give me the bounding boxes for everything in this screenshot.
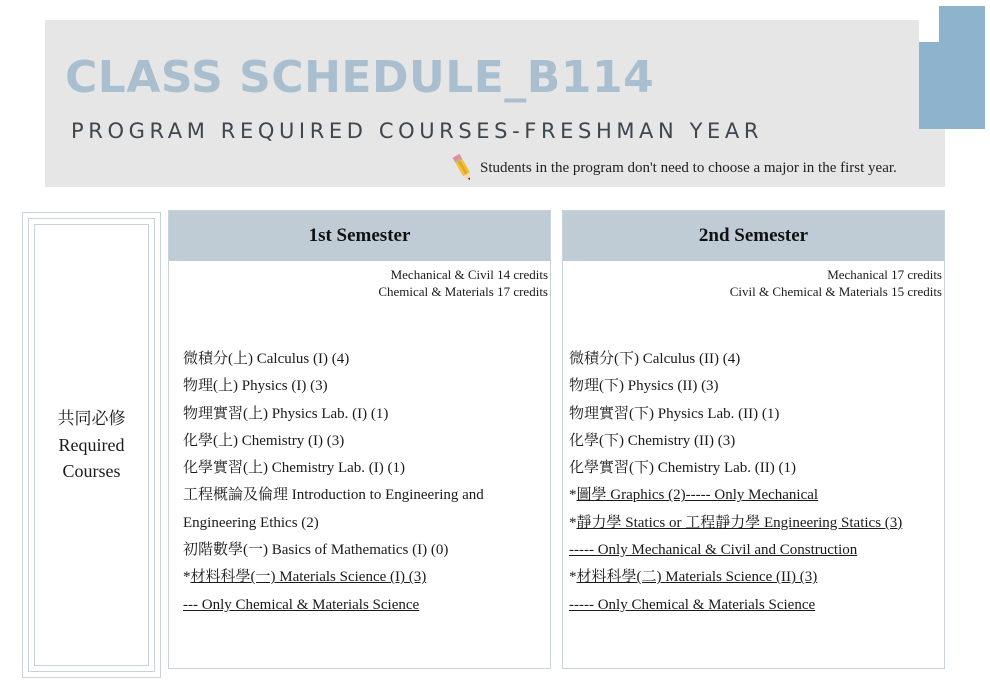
course-line: 化學實習(下) Chemistry Lab. (II) (1) [569,460,797,477]
special-marker: * [569,569,577,586]
credit-line: Mechanical 17 credits [827,267,942,282]
page-subtitle: PROGRAM REQUIRED COURSES-FRESHMAN YEAR [71,119,764,143]
special-course-line [569,592,944,619]
special-course: ----- Only Mechanical & Civil and Construction [569,542,858,559]
course-line: Engineering Ethics (2) [183,514,319,531]
category-label [34,224,149,666]
elective-course-line [183,564,550,591]
course-line: 物理實習(上) Physics Lab. (I) (1) [183,405,389,422]
semester-2-panel [562,210,945,669]
course-line: 化學(上) Chemistry (I) (3) [183,432,345,449]
course-line: 微積分(上) Calculus (I) (4) [183,351,350,367]
course-line: 微積分(下) Calculus (II) (4) [569,351,741,367]
semester-1-courses [183,346,550,619]
special-marker: * [569,514,577,531]
special-course-line [569,510,944,537]
course-line: 工程概論及倫理 Introduction to Engineering and [183,487,484,504]
credit-line: Mechanical & Civil 14 credits [390,267,548,282]
page-title: CLASS SCHEDULE_B114 [65,52,655,103]
credit-line: Civil & Chemical & Materials 15 credits [729,284,942,299]
semester-1-title: 1st Semester [169,211,550,261]
semester-2-credits [563,261,944,300]
special-course-line [569,482,944,509]
course-line: 初階數學(一) Basics of Mathematics (I) (0) [183,542,449,559]
course-line: 化學實習(上) Chemistry Lab. (I) (1) [183,460,406,477]
category-label-zh: 共同必修 [57,409,126,429]
special-course: ----- Only Chemical & Materials Science [569,596,816,613]
note-text: Students in the program don't need to choose a major in the first year. [480,159,897,176]
semester-2-courses [569,346,944,619]
elective-marker: * [183,569,191,586]
semester-1-credits [169,261,550,300]
elective-note: --- Only Chemical & Materials Science [183,596,420,613]
course-line: 物理實習(下) Physics Lab. (II) (1) [569,405,780,422]
special-course: 靜力學 Statics or 工程靜力學 Engineering Statics (3) [576,514,903,531]
credit-line: Chemical & Materials 17 credits [378,284,548,299]
elective-course: 材料科學(一) Materials Science (I) (3) [190,569,427,586]
special-course: 材料科學(二) Materials Science (II) (3) [576,569,818,586]
semester-2-title: 2nd Semester [563,211,944,261]
course-line: 化學(下) Chemistry (II) (3) [569,432,736,449]
special-course-line [569,537,944,564]
accent-notch [919,6,939,42]
special-course: 圖學 Graphics (2)----- Only Mechanical [576,487,819,504]
note-row [452,152,897,184]
course-line: 物理(上) Physics (I) (3) [183,378,328,395]
pencil-icon [452,152,474,184]
semester-1-panel [168,210,551,669]
special-marker: * [569,487,577,504]
category-label-en-1: Required [58,435,125,455]
category-label-en-2: Courses [62,461,121,481]
special-course-line [569,564,944,591]
course-line: 物理(下) Physics (II) (3) [569,378,719,395]
